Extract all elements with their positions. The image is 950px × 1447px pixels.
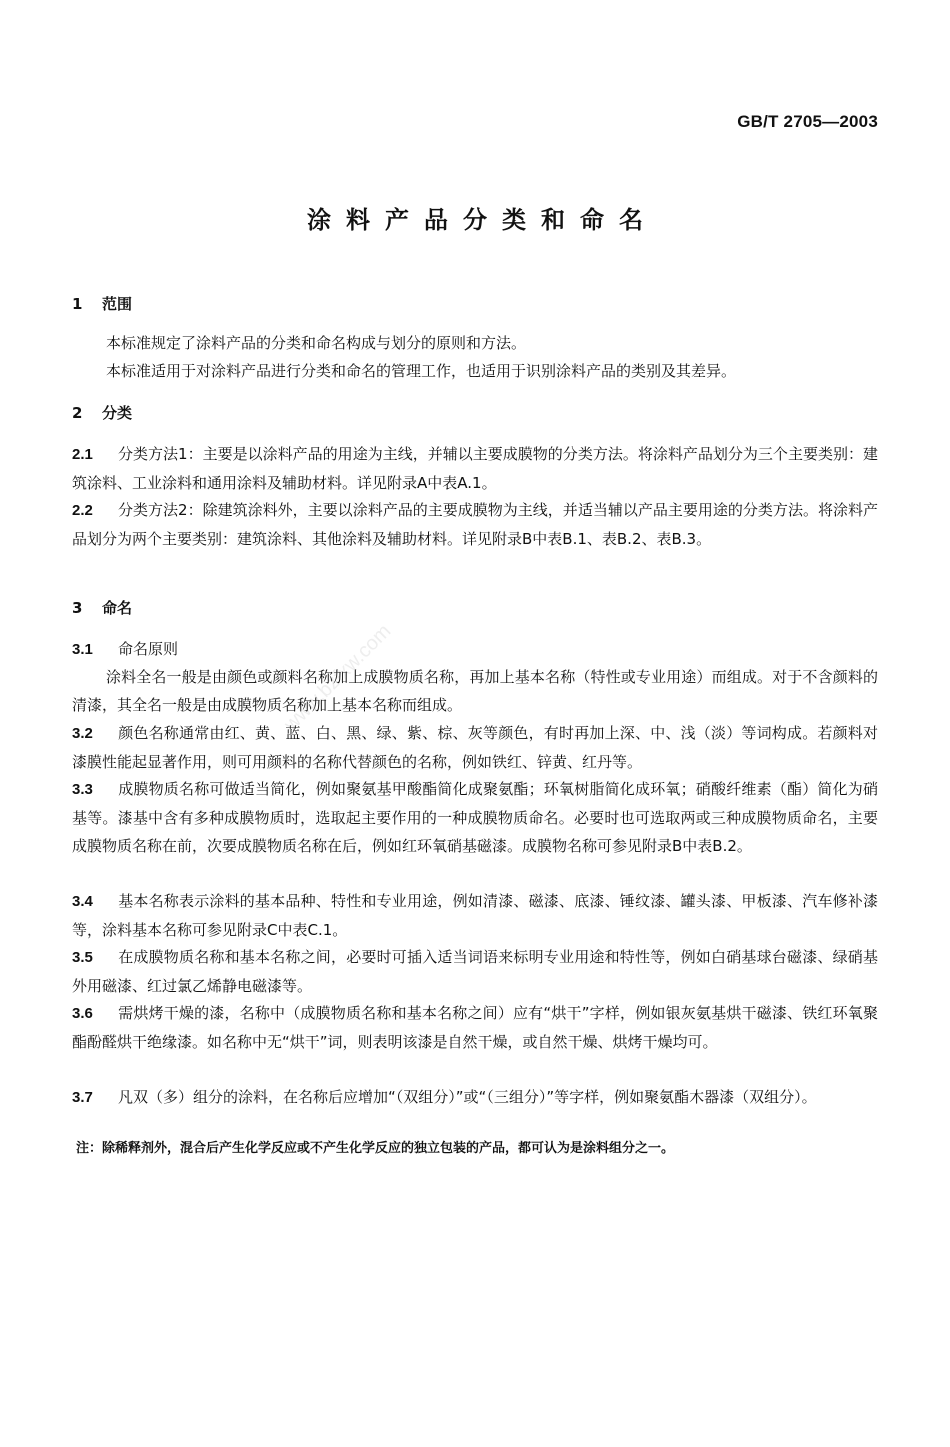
- section-2-number: 2: [72, 404, 83, 422]
- clause-3-1-heading: [72, 635, 878, 664]
- section-1-heading: [72, 290, 878, 318]
- clause-3-6: [72, 999, 878, 1056]
- clause-3-5-text: 在成膜物质名称和基本名称之间，必要时可插入适当词语来标明专业用途和特性等，例如白硝基球台磁漆、绿硝基外用磁漆、红过氯乙烯静电磁漆等。: [72, 948, 878, 995]
- clause-2-2-number: 2.2: [72, 502, 93, 519]
- clause-3-3-text: 成膜物质名称可做适当简化，例如聚氨基甲酸酯简化成聚氨酯；环氧树脂简化成环氧；硝酸纤维素（酯）简化为硝基等。漆基中含有多种成膜物质时，选取起主要作用的一种成膜物质命名。必要时也可选取两或三种成膜物质命名，主要成膜物质名称在前，次要成膜物质名称在后，例如红环氧硝基磁漆。成膜物名称可参见附录B中表B.2。: [72, 780, 878, 855]
- clause-3-5: [72, 943, 878, 1000]
- clause-3-6-number: 3.6: [72, 1005, 93, 1022]
- document-title: 涂料产品分类和命名: [307, 206, 658, 234]
- clause-3-7-number: 3.7: [72, 1089, 93, 1106]
- watermark: www.bzfxw.com: [280, 620, 396, 736]
- clause-3-7: [72, 1083, 878, 1112]
- clause-3-3-number: 3.3: [72, 781, 93, 798]
- clause-3-5-number: 3.5: [72, 949, 93, 966]
- clause-2-2: [72, 496, 878, 553]
- section-3-number: 3: [72, 599, 83, 617]
- clause-3-1-text: 涂料全名一般是由颜色或颜料名称加上成膜物质名称，再加上基本名称（特性或专业用途）而组成。对于不含颜料的清漆，其全名一般是由成膜物质名称加上基本名称而组成。: [72, 668, 878, 714]
- clause-2-1: [72, 440, 878, 497]
- standard-code: GB/T 2705—2003: [737, 112, 878, 131]
- section-2-heading: [72, 399, 878, 427]
- section-1-paragraph-1: 本标准规定了涂料产品的分类和命名构成与划分的原则和方法。: [106, 334, 527, 352]
- clause-3-4: [72, 887, 878, 944]
- clause-3-2-number: 3.2: [72, 725, 93, 742]
- clause-3-3: [72, 775, 878, 860]
- clause-3-7-text: 凡双（多）组分的涂料，在名称后应增加“（双组分）”或“（三组分）”等字样，例如聚氨酯木器漆（双组分）。: [118, 1088, 817, 1106]
- clause-3-2-text: 颜色名称通常由红、黄、蓝、白、黑、绿、紫、棕、灰等颜色，有时再加上深、中、浅（淡）等词构成。若颜料对漆膜性能起显著作用，则可用颜料的名称代替颜色的名称，例如铁红、锌黄、红丹等。: [72, 724, 878, 771]
- section-1-number: 1: [72, 295, 83, 313]
- clause-3-4-text: 基本名称表示涂料的基本品种、特性和专业用途，例如清漆、磁漆、底漆、锤纹漆、罐头漆、甲板漆、汽车修补漆等，涂料基本名称可参见附录C中表C.1。: [72, 892, 878, 939]
- clause-2-1-number: 2.1: [72, 446, 93, 463]
- section-1-paragraph-2: 本标准适用于对涂料产品进行分类和命名的管理工作，也适用于识别涂料产品的类别及其差异。: [106, 362, 737, 380]
- clause-3-1-title: 命名原则: [118, 640, 179, 658]
- section-3-heading: [72, 594, 878, 622]
- section-2-title: 分类: [102, 404, 133, 422]
- note: 注：除稀释剂外，混合后产生化学反应或不产生化学反应的独立包装的产品，都可认为是涂料组分之一。: [76, 1141, 675, 1156]
- clause-3-6-text: 需烘烤干燥的漆，名称中（成膜物质名称和基本名称之间）应有“烘干”字样，例如银灰氨基烘干磁漆、铁红环氧聚酯酚醛烘干绝缘漆。如名称中无“烘干”词，则表明该漆是自然干燥，或自然干燥、烘烤干燥均可。: [72, 1004, 878, 1051]
- clause-3-2: [72, 719, 878, 776]
- clause-3-4-number: 3.4: [72, 893, 93, 910]
- clause-2-1-text: 分类方法1：主要是以涂料产品的用途为主线，并辅以主要成膜物的分类方法。将涂料产品划分为三个主要类别：建筑涂料、工业涂料和通用涂料及辅助材料。详见附录A中表A.1。: [72, 445, 878, 492]
- clause-3-1-number: 3.1: [72, 641, 93, 658]
- section-3-title: 命名: [102, 599, 133, 617]
- clause-2-2-text: 分类方法2：除建筑涂料外，主要以涂料产品的主要成膜物为主线，并适当辅以产品主要用途的分类方法。将涂料产品划分为两个主要类别：建筑涂料、其他涂料及辅助材料。详见附录B中表B.1、表B.2、表B.3。: [72, 501, 878, 548]
- section-1-title: 范围: [102, 295, 133, 313]
